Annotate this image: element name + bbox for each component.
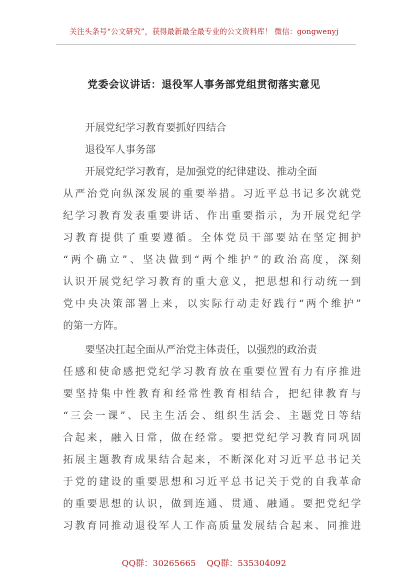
- paragraph-line: 的重要思想的认识，做到连通、贯通、融通。要把党纪学: [63, 499, 361, 510]
- paragraph-line: 党中央决策部署上来，以实际行动走好践行“两个维护”: [63, 299, 361, 310]
- subheading: 开展党纪学习教育要抓好四结合: [85, 123, 227, 134]
- paragraph-line: “三会一课”、民主生活会、组织生活会、主题党日等结: [63, 411, 361, 422]
- paragraph-line: 习教育同推动退役军人工作高质量发展结合起来、同推进: [63, 521, 361, 532]
- paragraph-line: 从严治党向纵深发展的重要举措。习近平总书记多次就党: [63, 189, 361, 200]
- author-line: 退役军人事务部: [85, 145, 156, 156]
- paragraph-2: [63, 340, 361, 538]
- footer-qq-group-1: QQ群：30265665: [121, 559, 196, 569]
- paragraph-line: 于党的建设的重要思想和习近平总书记关于党的自我革命: [63, 477, 361, 488]
- paragraph-line: 的第一方阵。: [63, 321, 124, 332]
- document-body: [63, 118, 361, 538]
- footer-qq-group-2: QQ群：535304092: [206, 559, 287, 569]
- paragraph-line: 拓展主题教育成果结合起来，不断深化对习近平总书记关: [63, 455, 361, 466]
- paragraph-line: “两个确立”、坚决做到“两个维护”的政治高度，深刻: [63, 255, 361, 266]
- paragraph-line: 习教育提供了重要遵循。全体党员干部要站在坚定拥护: [63, 233, 361, 244]
- footer-contacts: [0, 557, 408, 569]
- paragraph-line: 要坚决扛起全面从严治党主体责任，以强烈的政治责: [85, 345, 318, 356]
- paragraph-line: 任感和使命感把党纪学习教育放在重要位置有力有序推进: [63, 367, 361, 378]
- header-banner: 关注头条号“公文研究”，获得最新最全最专业的公文资料库！ 微信：gongwenyj: [69, 27, 339, 36]
- paragraph-line: 纪学习教育发表重要讲话、作出重要指示，为开展党纪学: [63, 211, 361, 222]
- document-title: 党委会议讲话：退役军人事务部党组贯彻落实意见: [87, 79, 321, 91]
- paragraph-line: 要坚持集中性教育和经常性教育相结合，把纪律教育与: [63, 389, 361, 400]
- paragraph-line: 开展党纪学习教育，是加强党的纪律建设、推动全面: [85, 167, 318, 178]
- paragraph-1: [63, 162, 361, 338]
- paragraph-line: 认识开展党纪学习教育的重大意义，把思想和行动统一到: [63, 277, 361, 288]
- paragraph-line: 合起来，融入日常，做在经常。要把党纪学习教育同巩固: [63, 433, 361, 444]
- header-divider: [56, 44, 356, 45]
